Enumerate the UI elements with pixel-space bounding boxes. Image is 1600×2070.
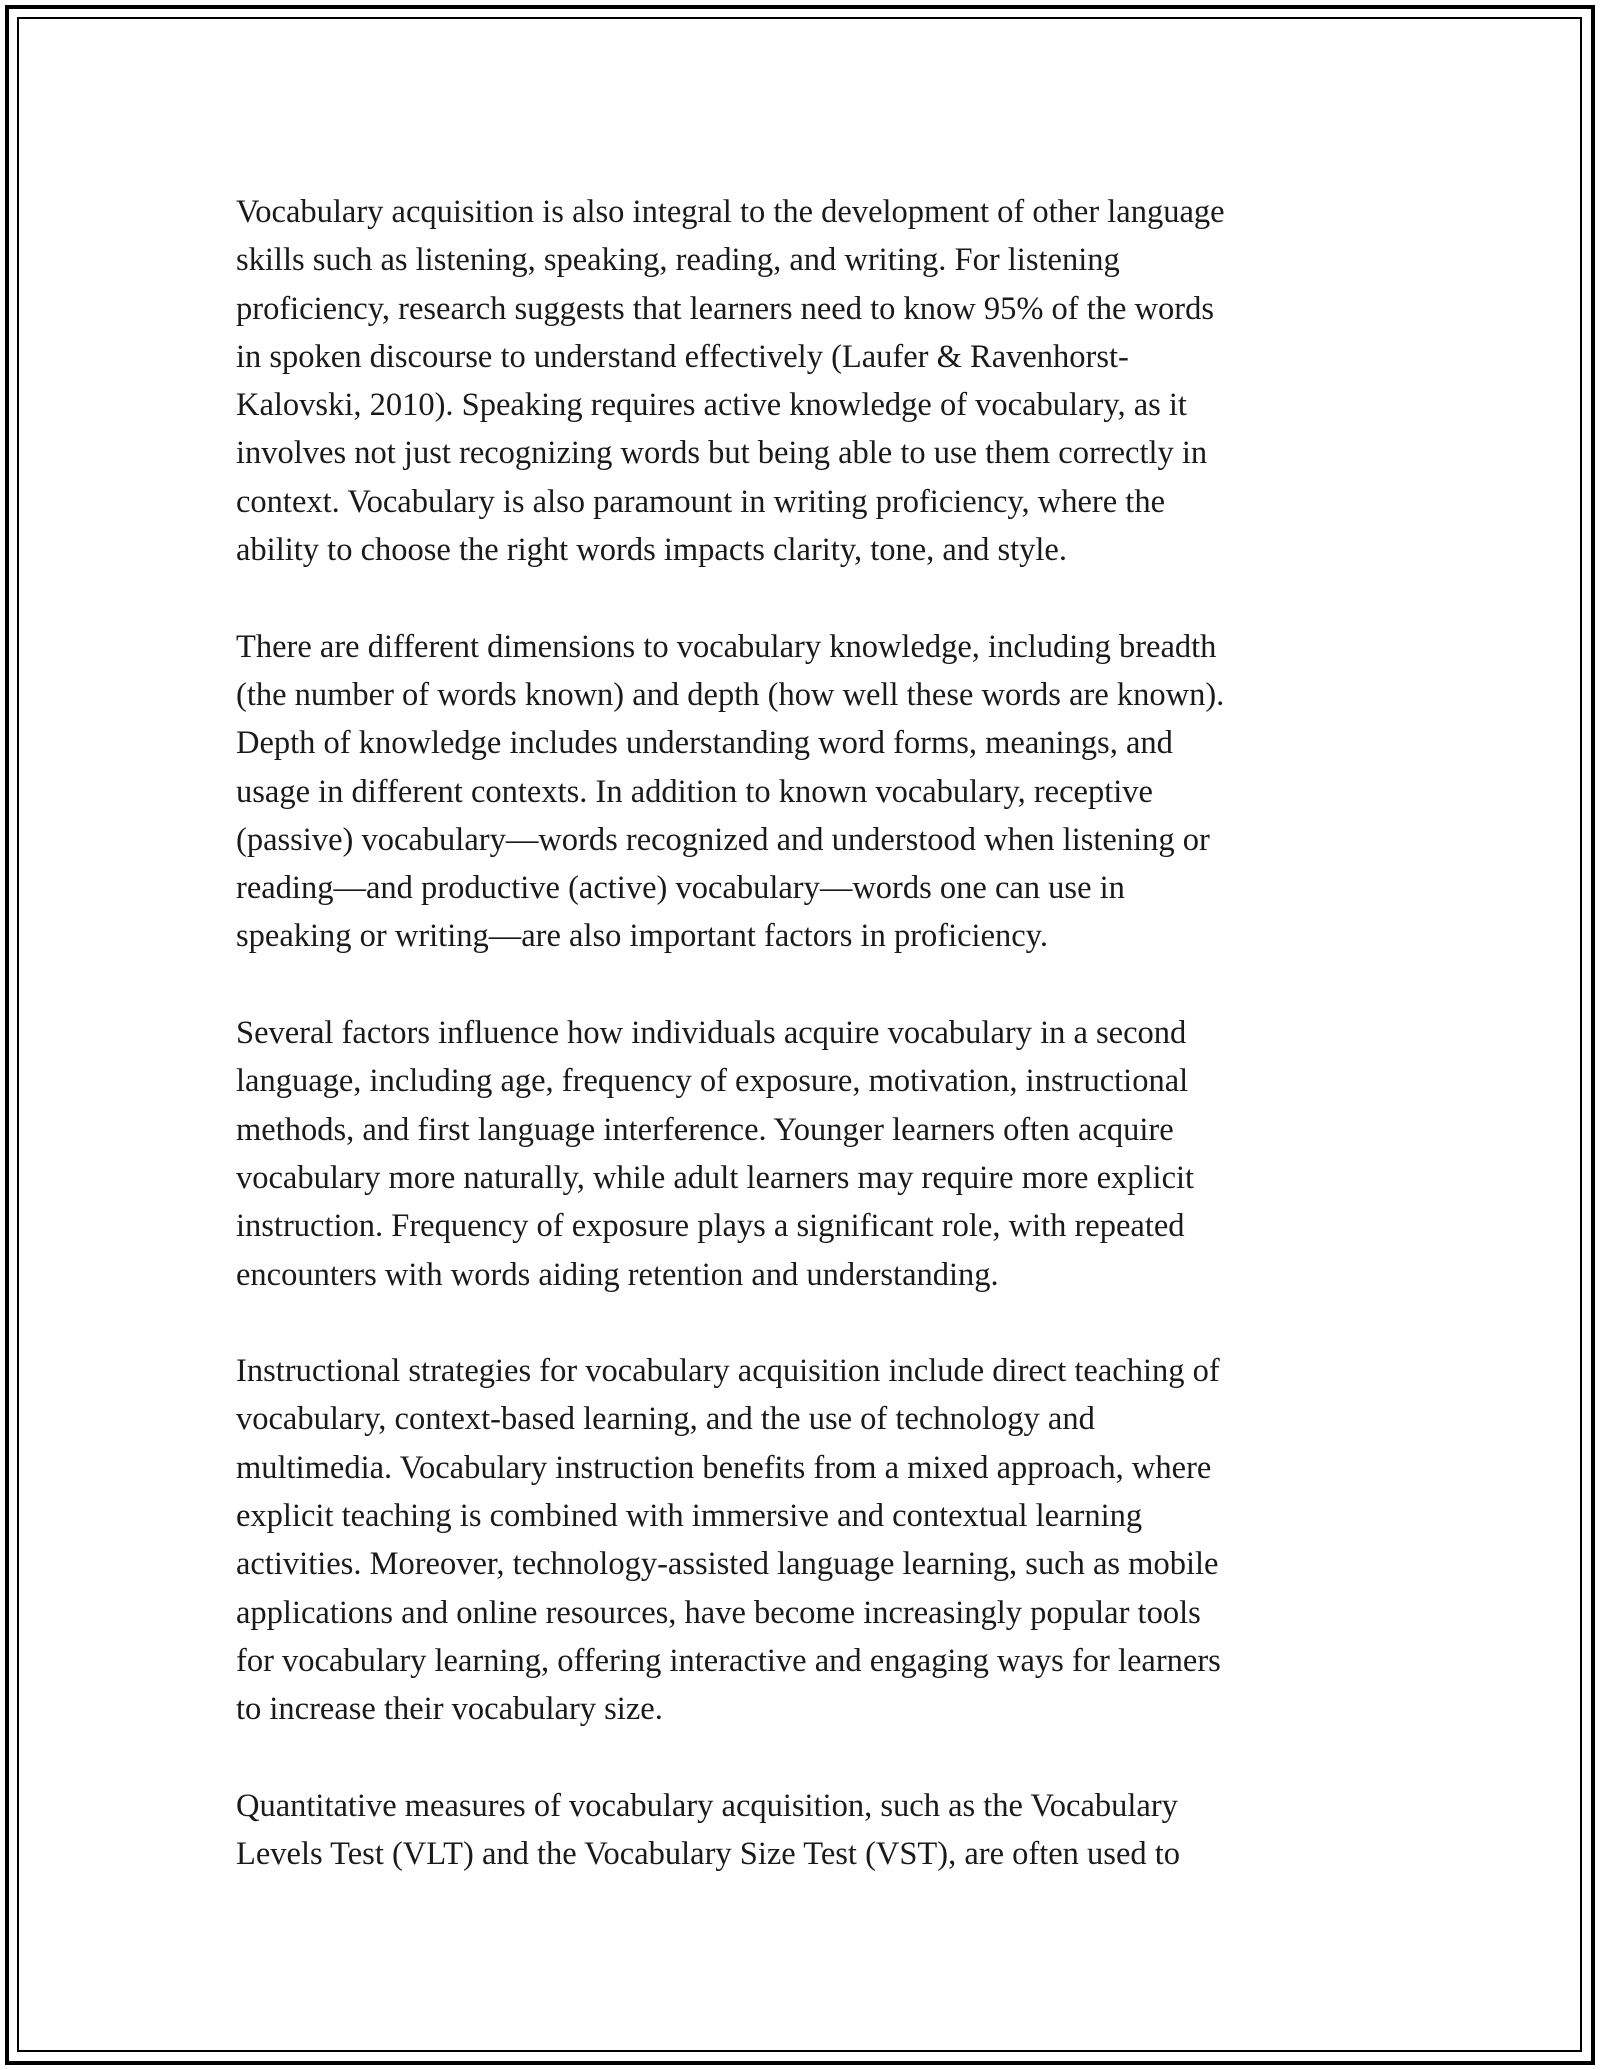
text-line: Levels Test (VLT) and the Vocabulary Size Test (VST), are often used to [236, 1836, 1181, 1873]
text-line: proficiency, research suggests that learners need to know 95% of the words [236, 290, 1214, 327]
text-line: to increase their vocabulary size. [236, 1691, 663, 1728]
text-line: instruction. Frequency of exposure plays a significant role, with repeated [236, 1208, 1185, 1245]
paragraph-4 [236, 1347, 1366, 1733]
text-line: context. Vocabulary is also paramount in writing proficiency, where the [236, 483, 1165, 520]
text-line: applications and online resources, have become increasingly popular tools [236, 1594, 1201, 1631]
text-line: skills such as listening, speaking, reading, and writing. For listening [236, 242, 1120, 279]
text-line: explicit teaching is combined with immersive and contextual learning [236, 1498, 1143, 1535]
text-line: usage in different contexts. In addition to known vocabulary, receptive [236, 773, 1153, 810]
text-line: involves not just recognizing words but being able to use them correctly in [236, 435, 1208, 472]
text-line: ability to choose the right words impacts clarity, tone, and style. [236, 532, 1067, 569]
text-line: (the number of words known) and depth (how well these words are known). [236, 676, 1225, 713]
text-line: multimedia. Vocabulary instruction benefits from a mixed approach, where [236, 1449, 1212, 1486]
paragraph-3 [236, 1009, 1366, 1299]
text-line: Vocabulary acquisition is also integral to the development of other language [236, 194, 1225, 230]
document-body [236, 188, 1366, 1878]
paragraph-2 [236, 623, 1366, 961]
text-line: Quantitative measures of vocabulary acquisition, such as the Vocabulary [236, 1787, 1178, 1824]
text-line: Depth of knowledge includes understanding word forms, meanings, and [236, 725, 1173, 762]
text-line: vocabulary, context-based learning, and the use of technology and [236, 1401, 1095, 1438]
text-line: encounters with words aiding retention and understanding. [236, 1256, 999, 1293]
text-line: Several factors influence how individuals acquire vocabulary in a second [236, 1015, 1187, 1052]
text-line: There are different dimensions to vocabulary knowledge, including breadth [236, 628, 1217, 665]
text-line: language, including age, frequency of exposure, motivation, instructional [236, 1063, 1189, 1100]
text-line: methods, and first language interference. Younger learners often acquire [236, 1111, 1174, 1148]
text-line: Instructional strategies for vocabulary acquisition include direct teaching of [236, 1353, 1220, 1390]
text-line: speaking or writing—are also important factors in proficiency. [236, 918, 1048, 955]
text-line: in spoken discourse to understand effectively (Laufer & Ravenhorst- [236, 338, 1129, 375]
paragraph-1 [236, 188, 1366, 574]
text-line: (passive) vocabulary—words recognized and understood when listening or [236, 821, 1210, 858]
text-line: reading—and productive (active) vocabulary—words one can use in [236, 870, 1125, 907]
text-line: Kalovski, 2010). Speaking requires active knowledge of vocabulary, as it [236, 387, 1187, 424]
text-line: for vocabulary learning, offering interactive and engaging ways for learners [236, 1642, 1221, 1679]
text-line: activities. Moreover, technology-assisted language learning, such as mobile [236, 1546, 1219, 1583]
text-line: vocabulary more naturally, while adult learners may require more explicit [236, 1159, 1195, 1196]
paragraph-5 [236, 1782, 1366, 1879]
